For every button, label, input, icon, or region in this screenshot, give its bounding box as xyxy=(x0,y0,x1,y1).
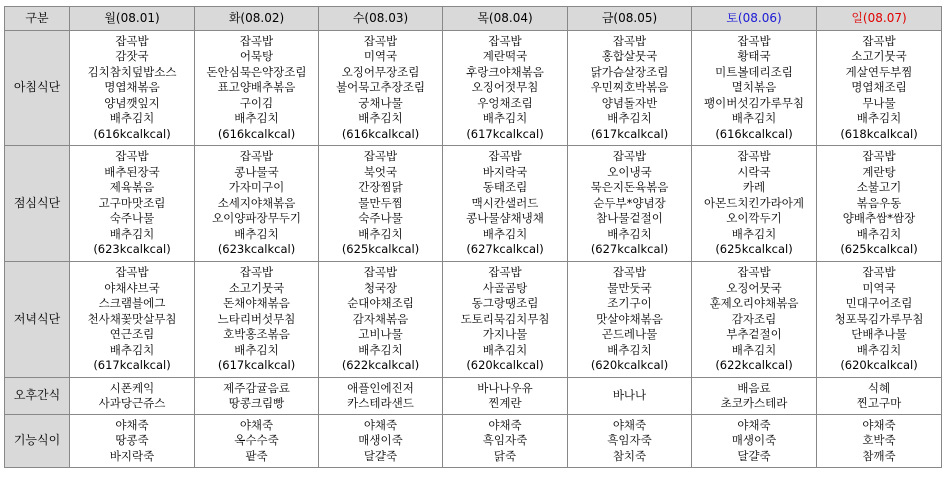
menu-item: 소불고기 xyxy=(856,180,902,195)
menu-item: 멸치볶음 xyxy=(731,80,777,95)
menu-cell xyxy=(70,31,195,146)
menu-item: 찐계란 xyxy=(488,396,522,410)
menu-item: 야채죽 xyxy=(363,417,398,432)
menu-item: 식혜 xyxy=(867,380,891,395)
menu-item: 잡곡밥 xyxy=(488,265,522,280)
menu-item: 물만둣국 xyxy=(607,280,652,295)
menu-item: 감잣국 xyxy=(115,49,149,64)
menu-item: 맥시칸샐러드 xyxy=(471,195,539,210)
menu-item: 배추김치 xyxy=(358,342,403,357)
menu-item: 땅콩죽 xyxy=(115,433,149,448)
menu-item: 잡곡밥 xyxy=(737,265,771,280)
menu-item: 소세지야채볶음 xyxy=(217,195,296,210)
menu-item: 민대구어조림 xyxy=(845,296,913,311)
menu-item: 흑임자죽 xyxy=(482,433,528,448)
menu-item: 달걀죽 xyxy=(363,448,398,463)
menu-item: 양념깻잎지 xyxy=(104,95,160,110)
menu-item: 소고기뭇국 xyxy=(851,49,907,64)
menu-item: 김치참치덮밥소스 xyxy=(87,64,177,79)
menu-item: 배추김치 xyxy=(482,226,528,241)
menu-item: 배추김치 xyxy=(109,342,155,357)
menu-item: 야채죽 xyxy=(488,417,522,432)
menu-cell xyxy=(195,31,319,146)
menu-item: 돈채야채볶음 xyxy=(223,296,290,311)
menu-item: 사과당근쥬스 xyxy=(98,396,166,410)
menu-item: 카레 xyxy=(742,180,766,195)
menu-item: 순대야채조림 xyxy=(347,296,414,311)
menu-item: 땅콩크림빵 xyxy=(228,396,285,410)
menu-item: (618kcalkcal) xyxy=(840,126,918,141)
menu-cell xyxy=(817,415,942,468)
menu-item: 잡곡밥 xyxy=(737,33,771,48)
day-header-3: 목(08.04) xyxy=(443,7,568,31)
menu-item: 매생이죽 xyxy=(731,433,777,448)
day-header-0: 월(08.01) xyxy=(70,7,195,31)
menu-item: 천사채꽃맛살무침 xyxy=(87,311,177,326)
menu-item: 동그랑땡조림 xyxy=(471,296,539,311)
meal-label: 점심식단 xyxy=(5,146,70,262)
menu-item: 순두부*양념장 xyxy=(593,195,666,210)
meal-row xyxy=(5,415,942,468)
corner-header: 구분 xyxy=(5,7,70,31)
menu-item: (627kcalkcal) xyxy=(590,242,669,257)
menu-item: 배추된장국 xyxy=(104,164,160,179)
menu-item: 맛살야채볶음 xyxy=(596,311,663,326)
menu-item: 호박죽 xyxy=(862,433,896,448)
menu-item: 연근조림 xyxy=(109,327,155,342)
meal-row xyxy=(5,262,942,378)
menu-cell xyxy=(319,146,443,262)
menu-item: 고비나물 xyxy=(358,327,403,342)
menu-item: 잡곡밥 xyxy=(239,33,274,48)
menu-item: 잡곡밥 xyxy=(612,33,647,48)
meal-row xyxy=(5,378,942,415)
menu-item: 오이양파장무두기 xyxy=(212,211,301,226)
menu-cell xyxy=(568,415,692,468)
meal-label: 기능식이 xyxy=(5,415,70,468)
menu-item: 가자미구이 xyxy=(228,180,285,195)
menu-item: (616kcalkcal) xyxy=(217,126,296,141)
menu-item: 배추김치 xyxy=(109,111,155,126)
menu-item: (627kcalkcal) xyxy=(466,242,544,257)
menu-item: (623kcalkcal) xyxy=(93,242,171,257)
menu-item: 바나나우유 xyxy=(477,380,533,395)
meal-row xyxy=(5,31,942,146)
menu-item: 미역국 xyxy=(363,49,398,64)
meal-label: 아침식단 xyxy=(5,31,70,146)
menu-item: 잡곡밥 xyxy=(737,149,771,164)
day-header-5: 토(08.06) xyxy=(692,7,817,31)
menu-cell xyxy=(568,262,692,378)
menu-cell xyxy=(195,146,319,262)
menu-cell xyxy=(568,31,692,146)
menu-item: 닭가슴살장조림 xyxy=(590,64,669,79)
menu-item: 호박홍조볶음 xyxy=(223,327,290,342)
menu-item: 콩나물국 xyxy=(234,164,279,179)
menu-item: 미역국 xyxy=(862,280,896,295)
menu-item: 숙주나물 xyxy=(358,211,403,226)
menu-cell xyxy=(443,146,568,262)
menu-item: 옥수수죽 xyxy=(234,433,279,448)
menu-item: 명엽채볶음 xyxy=(104,80,160,95)
menu-item: 계란탕 xyxy=(862,164,896,179)
menu-item: 잡곡밥 xyxy=(239,149,274,164)
menu-cell xyxy=(568,146,692,262)
menu-item: 계란떡국 xyxy=(482,49,528,64)
menu-item: 청포묵김가루무침 xyxy=(834,311,924,326)
menu-item: (622kcalkcal) xyxy=(341,358,420,373)
menu-item: (617kcalkcal) xyxy=(590,126,669,141)
menu-item: 청국장 xyxy=(363,280,398,295)
menu-item: 시락국 xyxy=(737,164,771,179)
menu-cell xyxy=(195,262,319,378)
menu-item: 소고기뭇국 xyxy=(228,280,285,295)
menu-item: 잡곡밥 xyxy=(612,149,647,164)
menu-item: 제주감귤음료 xyxy=(223,380,290,395)
meal-row xyxy=(5,146,942,262)
menu-item: 불어묵고추장조림 xyxy=(336,80,425,95)
day-header-6: 일(08.07) xyxy=(817,7,942,31)
menu-cell xyxy=(443,262,568,378)
menu-item: 오이냉국 xyxy=(607,164,652,179)
menu-item: 명엽채조림 xyxy=(851,80,907,95)
menu-item: (617kcalkcal) xyxy=(466,126,544,141)
menu-item: 야채죽 xyxy=(612,417,647,432)
menu-item: 잡곡밥 xyxy=(363,33,398,48)
menu-item: 잡곡밥 xyxy=(612,265,647,280)
menu-item: 카스테라샌드 xyxy=(347,396,414,410)
menu-item: 잡곡밥 xyxy=(862,265,896,280)
menu-cell xyxy=(692,378,817,415)
menu-item: 배추김치 xyxy=(482,111,528,126)
menu-item: 단배추나물 xyxy=(851,327,907,342)
menu-item: 감자채볶음 xyxy=(352,311,409,326)
menu-item: 잡곡밥 xyxy=(363,149,398,164)
menu-item: 야채죽 xyxy=(862,417,896,432)
menu-item: 배추김치 xyxy=(856,342,902,357)
menu-item: 배추김치 xyxy=(482,342,528,357)
menu-item: 느타리버섯무침 xyxy=(217,311,296,326)
menu-item: 게살연두부찜 xyxy=(845,64,913,79)
menu-item: (625kcalkcal) xyxy=(341,242,420,257)
menu-item: 애플인에진저 xyxy=(347,380,414,395)
menu-item: 황태국 xyxy=(737,49,771,64)
menu-item: 잡곡밥 xyxy=(862,33,896,48)
menu-cell xyxy=(319,31,443,146)
menu-cell xyxy=(692,31,817,146)
menu-item: 배추김치 xyxy=(731,226,777,241)
menu-item: 배추김치 xyxy=(856,111,902,126)
menu-item: 매생이죽 xyxy=(358,433,403,448)
menu-item: 볶음우동 xyxy=(856,195,902,210)
menu-item: 팽이버섯김가루무침 xyxy=(704,95,804,110)
menu-item: 잡곡밥 xyxy=(488,33,522,48)
menu-item: 배추김치 xyxy=(856,226,902,241)
menu-item: 팥죽 xyxy=(245,448,268,463)
menu-cell xyxy=(443,31,568,146)
menu-item: 부추겉절이 xyxy=(726,327,782,342)
menu-item: (622kcalkcal) xyxy=(715,358,793,373)
menu-item: 스크램블에그 xyxy=(98,296,166,311)
menu-item: 궁채나물 xyxy=(358,95,403,110)
menu-item: (620kcalkcal) xyxy=(840,358,918,373)
menu-item: (616kcalkcal) xyxy=(341,126,420,141)
menu-cell xyxy=(692,415,817,468)
menu-cell xyxy=(319,415,443,468)
menu-cell xyxy=(195,415,319,468)
menu-item: 배추김치 xyxy=(234,342,279,357)
menu-item: 달걀죽 xyxy=(737,448,771,463)
menu-item: 바나나 xyxy=(612,388,647,403)
menu-item: (625kcalkcal) xyxy=(715,242,793,257)
menu-item: 가지나물 xyxy=(482,327,528,342)
menu-cell xyxy=(443,415,568,468)
menu-item: 배추김치 xyxy=(607,226,652,241)
menu-cell xyxy=(195,378,319,415)
menu-cell xyxy=(692,262,817,378)
menu-item: 참깨죽 xyxy=(862,448,896,463)
menu-item: 우민찌호박볶음 xyxy=(590,80,669,95)
menu-item: (623kcalkcal) xyxy=(217,242,296,257)
menu-item: 배추김치 xyxy=(607,342,652,357)
menu-item: 제육볶음 xyxy=(109,180,155,195)
menu-item: 양념돌자반 xyxy=(601,95,658,110)
day-header-4: 금(08.05) xyxy=(568,7,692,31)
weekly-meal-table xyxy=(4,6,942,468)
menu-item: (620kcalkcal) xyxy=(466,358,544,373)
menu-item: 표고양배추볶음 xyxy=(217,80,296,95)
menu-item: 야채죽 xyxy=(115,417,149,432)
menu-item: (617kcalkcal) xyxy=(217,358,296,373)
menu-item: 구이김 xyxy=(239,95,274,110)
menu-item: 배추김치 xyxy=(109,226,155,241)
menu-item: 도토리묵김치무침 xyxy=(460,311,550,326)
menu-item: 오이깍두기 xyxy=(726,211,782,226)
menu-item: 닭죽 xyxy=(493,448,517,463)
menu-item: 사골곰탕 xyxy=(482,280,528,295)
menu-item: (620kcalkcal) xyxy=(590,358,669,373)
menu-item: (625kcalkcal) xyxy=(840,242,918,257)
menu-item: 흑임자죽 xyxy=(607,433,652,448)
menu-cell xyxy=(817,146,942,262)
menu-item: 오징어뭇국 xyxy=(726,280,782,295)
day-header-1: 화(08.02) xyxy=(195,7,319,31)
menu-item: (616kcalkcal) xyxy=(715,126,793,141)
menu-item: 야채죽 xyxy=(737,417,771,432)
day-header-2: 수(08.03) xyxy=(319,7,443,31)
menu-cell xyxy=(692,146,817,262)
menu-item: 훈제오리야채볶음 xyxy=(709,296,799,311)
menu-item: 잡곡밥 xyxy=(115,33,149,48)
menu-item: 배추김치 xyxy=(234,226,279,241)
menu-cell xyxy=(70,262,195,378)
menu-item: 돈안심묵은약장조림 xyxy=(206,64,307,79)
menu-item: 배음료 xyxy=(737,380,771,395)
menu-item: 배추김치 xyxy=(234,111,279,126)
menu-item: 홍합살뭇국 xyxy=(601,49,658,64)
menu-cell xyxy=(319,262,443,378)
menu-item: 콩나물샴채냉채 xyxy=(466,211,544,226)
menu-cell xyxy=(70,146,195,262)
menu-item: 고구마맛조림 xyxy=(98,195,166,210)
menu-cell xyxy=(568,378,692,415)
menu-item: 간장찜닭 xyxy=(358,180,403,195)
menu-item: (617kcalkcal) xyxy=(93,358,171,373)
menu-item: 바지락국 xyxy=(482,164,528,179)
menu-item: 아몬드치킨가라아게 xyxy=(704,195,804,210)
meal-label: 저녁식단 xyxy=(5,262,70,378)
menu-item: 무나물 xyxy=(862,95,896,110)
menu-item: 물만두찜 xyxy=(358,195,403,210)
menu-item: 배추김치 xyxy=(607,111,652,126)
menu-item: 참나물겉절이 xyxy=(596,211,663,226)
menu-item: 동태조림 xyxy=(482,180,528,195)
menu-item: 곤드레나물 xyxy=(601,327,658,342)
menu-item: 후랑크야채볶음 xyxy=(466,64,544,79)
menu-cell xyxy=(70,378,195,415)
menu-item: 배추김치 xyxy=(731,111,777,126)
menu-item: 잡곡밥 xyxy=(862,149,896,164)
menu-item: 배추김치 xyxy=(731,342,777,357)
menu-item: 잡곡밥 xyxy=(363,265,398,280)
menu-item: 참치죽 xyxy=(612,448,647,463)
menu-item: 잡곡밥 xyxy=(239,265,274,280)
menu-item: 조기구이 xyxy=(607,296,652,311)
menu-cell xyxy=(817,378,942,415)
menu-item: 잡곡밥 xyxy=(115,149,149,164)
menu-item: 오징어젓무침 xyxy=(471,80,539,95)
menu-item: 잡곡밥 xyxy=(115,265,149,280)
menu-item: 양배추쌈*쌈장 xyxy=(842,211,916,226)
menu-cell xyxy=(443,378,568,415)
meal-label: 오후간식 xyxy=(5,378,70,415)
menu-cell xyxy=(817,31,942,146)
menu-item: 시폰케익 xyxy=(109,380,155,395)
menu-item: 배추김치 xyxy=(358,111,403,126)
menu-item: 야채샤브국 xyxy=(104,280,160,295)
menu-item: 오징어무장조림 xyxy=(341,64,420,79)
menu-item: 북엇국 xyxy=(363,164,398,179)
menu-item: 잡곡밥 xyxy=(488,149,522,164)
menu-item: 감자조림 xyxy=(731,311,777,326)
menu-item: 바지락죽 xyxy=(109,448,155,463)
menu-item: (616kcalkcal) xyxy=(93,126,171,141)
menu-cell xyxy=(319,378,443,415)
menu-item: 찐고구마 xyxy=(856,396,902,410)
menu-item: 숙주나물 xyxy=(109,211,155,226)
menu-item: 초코카스테라 xyxy=(720,396,788,410)
menu-item: 어묵탕 xyxy=(239,49,274,64)
menu-item: 묵은지돈육볶음 xyxy=(590,180,669,195)
menu-item: 우엉채조림 xyxy=(477,95,533,110)
menu-cell xyxy=(70,415,195,468)
menu-cell xyxy=(817,262,942,378)
menu-item: 배추김치 xyxy=(358,226,403,241)
menu-item: 미트볼데리조림 xyxy=(715,64,793,79)
menu-item: 야채죽 xyxy=(239,417,274,432)
